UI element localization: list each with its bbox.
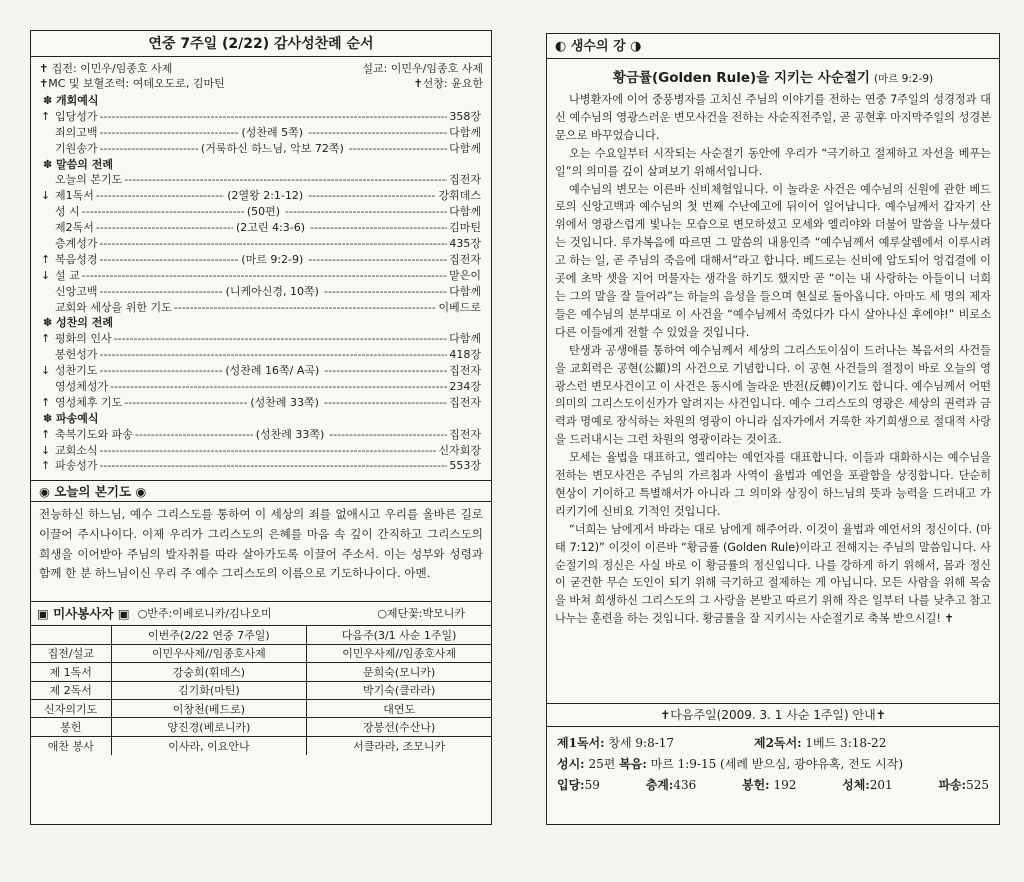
- table-row: 집전/설교 이민우사제//임종호사제 이민우사제//임종호사제: [31, 644, 491, 662]
- order-item: ↓ 제1독서 ----- (2열왕 2:1-12) ----- 강휘데스: [41, 188, 481, 204]
- sermon-paragraph: 탄생과 공생애를 통하여 예수님께서 세상의 그리스도이심이 드러나는 복음서의 사건들을 교회력은 공현(公顯)의 사건으로 기념합니다. 이 공현 사건들의 절정이 바로 오늘의 영광스런 변모사건이고 이 사건은 동시에 놀라운 반전(反轉)이기도 합니다. 예수님께서 어떤 의미의 그리스도이신가가 알려지는 사건입니다. 예수 그리스도의 영광은 세상의 권력과 금력과 명예로 장식하는 차원의 영광이 아니라 십자가에서 거룩한 자기희생으로 절대적 사랑을 드러내시는 그런 차원의 영광이라는 것이죠.: [555, 343, 991, 447]
- next-reading1: 창세 9:8-17: [608, 736, 675, 750]
- sermon-paragraph: 나병환자에 이어 중풍병자를 고치신 주님의 이야기를 전하는 연중 7주일의 성경정과 대신 예수님의 영광스러운 변모사건을 전하는 사순직전주일, 곧 공현후 마지막주일의 성경본문으로 바꾸었습니다.: [555, 93, 991, 142]
- collect-text: 전능하신 하느님, 예수 그리스도를 통하여 이 세상의 죄를 없애시고 우리를 올바른 길로 이끌어 주시나이다. 이제 우리가 그리스도의 은혜를 마음 속 깊이 간직하고 그리스도의 희생을 이어받아 주님의 발자취를 따라 살아가도록 이끌어 주소서. 이는 성부와 성령과 함께 한 분 하느님이신 우리 주 예수 그리스도의 이름으로 기도하나이다. 아멘.: [39, 507, 483, 581]
- table-row: 제 2독서 김기화(마틴) 박기숙(클라라): [31, 681, 491, 699]
- order-item: 성 시 ----- (50편) ----- 다함께: [41, 204, 481, 220]
- sermon-paragraph: “너희는 남에게서 바라는 대로 남에게 해주어라. 이것이 율법과 예언서의 정신이다. (마태 7:12)” 이것이 이른바 “황금률 (Golden Rule)이라고 전해지는 주님의 말씀입니다. 사순절기의 정신은 사실 바로 이 황금률의 정신입니다. 나를 강하게 하기 위해서, 몸과 정신이 굳건한 무슨 도인이 되기 위해 극기하고 절제하는 게 아닙니다. 모든 사람을 위해 목숨을 바쳐 희생하신 그리스도의 그 사랑을 본받고 따르기 위해 작은 일부터 나를 낮추고 참고 나누는 훈련을 하는 것입니다. 황금률을 잘 지키시는 사순절기로 축복 받으시길! ✝: [555, 522, 991, 626]
- next-week-title: ✝다음주일(2009. 3. 1 사순 1주일) 안내✝: [547, 703, 999, 727]
- order-item: 영성체성가 ----- 234장: [41, 379, 481, 395]
- next-reading2: 1베드 3:18-22: [805, 736, 887, 750]
- next-gradual-hymn: 436: [673, 778, 697, 792]
- order-list: [31, 93, 491, 474]
- order-item: 오늘의 본기도 ----- 집전자: [41, 172, 481, 188]
- table-header-row: [31, 626, 491, 644]
- table-row: 제 1독서 강숭희(휘데스) 문희숙(모니카): [31, 663, 491, 681]
- accompanist-info: ○반주:이베로니카/김나오미: [137, 607, 272, 621]
- ministers-title: ▣ 미사봉사자 ▣: [37, 606, 130, 622]
- sermon-page: [546, 33, 1000, 825]
- sermon-title: 황금률(Golden Rule)을 지키는 사순절기: [612, 70, 870, 86]
- order-item: 층계성가 ----- 435장: [41, 236, 481, 252]
- sermon-paragraph: 모세는 율법을 대표하고, 엘리야는 예언자를 대표합니다. 이들과 대화하시는 예수님을 전하는 변모사건은 주님의 가르침과 사역이 율법과 예언을 포괄함을 상징합니다. 단순히 현상이 기이하고 특별해서가 아니라 그 의미와 상징이 하느님의 뜻과 능력을 드러내고 가리키기에 신비요 기적인 것입니다.: [555, 451, 991, 518]
- order-item: ↑ 복음성경 ----- (마르 9:2-9) ----- 집전자: [41, 252, 481, 268]
- sermon-scripture-ref: (마르 9:2-9): [873, 73, 934, 85]
- sermon-column-header: ◐ 생수의 강 ◑: [547, 34, 999, 59]
- table-row: 애찬 봉사 이사라, 이요안나 서클라라, 조모니카: [31, 736, 491, 754]
- table-row: 봉헌 양진경(베로니카) 장봉선(수산나): [31, 718, 491, 736]
- order-of-service-page: [30, 30, 492, 825]
- preacher-info: 설교: 이민우/임종호 사제: [362, 62, 483, 75]
- table-row: 신자의기도 이창천(베드로) 대연도: [31, 699, 491, 717]
- cantor-info: ✝선창: 윤요한: [413, 77, 483, 90]
- order-item: ↑ 영성체후 기도 ----- (성찬례 33쪽) ----- 집전자: [41, 395, 481, 411]
- next-gospel: 마르 1:9-15 (세례 받으심, 광야유혹, 전도 시작): [650, 757, 904, 771]
- next-week-info: 제1독서: 창세 9:8-17 제2독서: 1베드 3:18-22 성시: 25편 복음: 마르 1:9-15 (세례 받으심, 광야유혹, 전도 시작) 입당:59 층계:436 봉헌: 192 성체:201 파송:525: [547, 727, 999, 802]
- order-item: 봉헌성가 ----- 418장: [41, 347, 481, 363]
- order-item: ↓ 설 교 ----- 맡은이: [41, 268, 481, 284]
- order-item: 교회와 세상을 위한 기도 ----- 이베드로: [41, 300, 481, 316]
- order-item: ↑ 파송성가 ----- 553장: [41, 458, 481, 474]
- next-entrance-hymn: 59: [584, 778, 600, 792]
- column-this-week: 이번주(2/22 연중 7주일): [111, 626, 307, 644]
- order-item: ↑ 평화의 인사 ----- 다함께: [41, 331, 481, 347]
- order-item: 기원송가 ----- (거룩하신 하느님, 악보 72쪽) ----- 다함께: [41, 141, 481, 157]
- order-item: 신앙고백 ----- (니케아신경, 10쪽) ----- 다함께: [41, 284, 481, 300]
- section-dismissal: ✽ 파송예식: [43, 411, 99, 425]
- sermon-body: [547, 89, 999, 703]
- next-offertory-hymn: 192: [773, 778, 797, 792]
- order-item: ↑ 입당성가 ----- 358장: [41, 109, 481, 125]
- mc-info: ✝MC 및 보혈조력: 여데오도로, 김마틴: [39, 77, 225, 90]
- next-sending-hymn: 525: [966, 778, 989, 792]
- altar-flowers-info: ○제단꽃:박모니카: [377, 607, 465, 621]
- next-communion-hymn: 201: [869, 778, 893, 792]
- ministers-table: [31, 625, 491, 754]
- next-psalm: 25편: [588, 757, 616, 771]
- section-word: ✽ 말씀의 전례: [43, 157, 114, 171]
- sermon-title-line: [547, 68, 999, 89]
- order-item: ↓ 교회소식 ----- 신자회장: [41, 443, 481, 459]
- order-item: ↑ 축복기도와 파송 ----- (성찬례 33쪽) ----- 집전자: [41, 427, 481, 443]
- section-gathering: ✽ 개회예식: [43, 94, 99, 107]
- ministers-header: [31, 601, 491, 625]
- sermon-paragraph: 오는 수요일부터 시작되는 사순절기 동안에 우리가 “극기하고 절제하고 자선을 베푸는 일”의 의미를 깊이 살펴보기 위해서입니다.: [555, 146, 991, 178]
- service-title: 연중 7주일 (2/22) 감사성찬례 순서: [31, 31, 491, 57]
- column-next-week: 다음주(3/1 사순 1주일): [307, 626, 491, 644]
- service-info: [31, 57, 491, 93]
- celebrant-info: ✝ 집전: 이민우/임종호 사제: [39, 62, 173, 75]
- order-item: ↓ 성찬기도 ----- (성찬례 16쪽/ A곡) ----- 집전자: [41, 363, 481, 379]
- section-eucharist: ✽ 성찬의 전례: [43, 316, 114, 330]
- collect-title: ◉ 오늘의 본기도 ◉: [31, 480, 491, 502]
- order-item: 죄의고백 ----- (성찬례 5쪽) ----- 다함께: [41, 125, 481, 141]
- sermon-paragraph: 예수님의 변모는 이른바 신비체험입니다. 이 놀라운 사건은 예수님의 신원에 관한 베드로의 신앙고백과 예수님의 첫 번째 수난예고에 뒤이어 일어납니다. 예수님께서 갑자기 산위에서 영광스럽게 빛나는 모습으로 변모하셨고 모세와 엘리야와 더불어 말씀을 나누셨다는 것입니다. 루가복음에 따르면 그 말씀의 내용인즉 “예수님께서 예루살렘에서 이루시려고 하는 일, 곧 주님의 죽음에 대해서”라고 합니다. 베드로는 신비에 압도되어 엉겁결에 이곳에 초막 셋을 지어 머물자는 생각을 하기도 했지만 곧 “이는 내 사랑하는 아들이니 너희는 그의 말을 잘 들어라”는 하늘의 음성을 들으며 현실로 돌아옵니다. 아마도 세 명의 제자들은 예수님의 분부대로 이 사건을 “예수님께서 죽었다가 다시 살아나신 후에야!” 비로소 다른 이들에게 전할 수 있었을 것입니다.: [555, 182, 991, 339]
- order-item: 제2독서 ----- (2고린 4:3-6) ----- 김마틴: [41, 220, 481, 236]
